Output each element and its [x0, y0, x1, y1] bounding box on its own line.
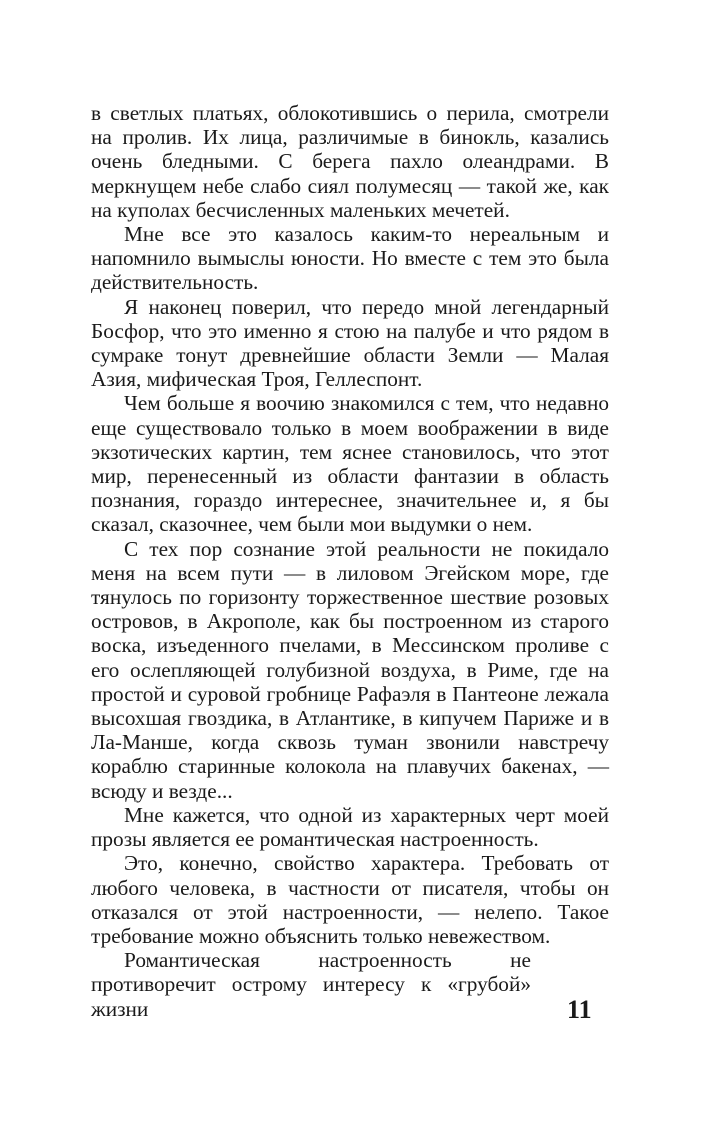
paragraph-7: Это, конечно, свойство характера. Требовать от любого человека, в частности от писателя, чтобы он отказался от этой настроенности, — нелепо. Такое требование можно объяснить только невежеством. [91, 851, 609, 948]
page-number: 11 [567, 995, 592, 1024]
paragraph-3: Я наконец поверил, что передо мной легендарный Босфор, что это именно я стою на палубе и что рядом в сумраке тонут древнейшие области Земли — Малая Азия, мифическая Троя, Геллеспонт. [91, 294, 609, 392]
paragraph-6: Мне кажется, что одной из характерных черт моей прозы является ее романтическая настроенность. [91, 802, 609, 852]
paragraph-1: в светлых платьях, облокотившись о перила, смотрели на пролив. Их лица, различимые в бинокль, казались очень бледными. С берега пахло олеандрами. В меркнущем небе слабо сиял полумесяц — такой же, как на куполах бесчисленных маленьких мечетей. [91, 101, 609, 222]
body-text [91, 101, 609, 1021]
paragraph-4: Чем больше я воочию знакомился с тем, что недавно еще существовало только в моем воображении в виде экзотических картин, тем яснее становилось, что этот мир, перенесенный из области фантазии в область познания, гораздо интереснее, значительнее и, я бы сказал, сказочнее, чем были мои выдумки о нем. [91, 391, 609, 537]
paragraph-8: Романтическая настроенность не противоречит острому интересу к «грубой» жизни [91, 948, 531, 1021]
paragraph-5: С тех пор сознание этой реальности не покидало меня на всем пути — в лиловом Эгейском море, где тянулось по горизонту торжественное шествие розовых островов, в Акрополе, как бы построенном из старого воска, изъеденного пчелами, в Мессинском проливе с его ослепляющей голубизной воздуха, в Риме, где на простой и суровой гробнице Рафаэля в Пантеоне лежала высохшая гвоздика, в Атлантике, в кипучем Париже и в Ла-Манше, когда сквозь туман звонили навстречу кораблю старинные колокола на плавучих бакенах, — всюду и везде... [91, 536, 609, 803]
paragraph-2: Мне все это казалось каким-то нереальным и напомнило вымыслы юности. Но вместе с тем это была действительность. [91, 222, 609, 295]
